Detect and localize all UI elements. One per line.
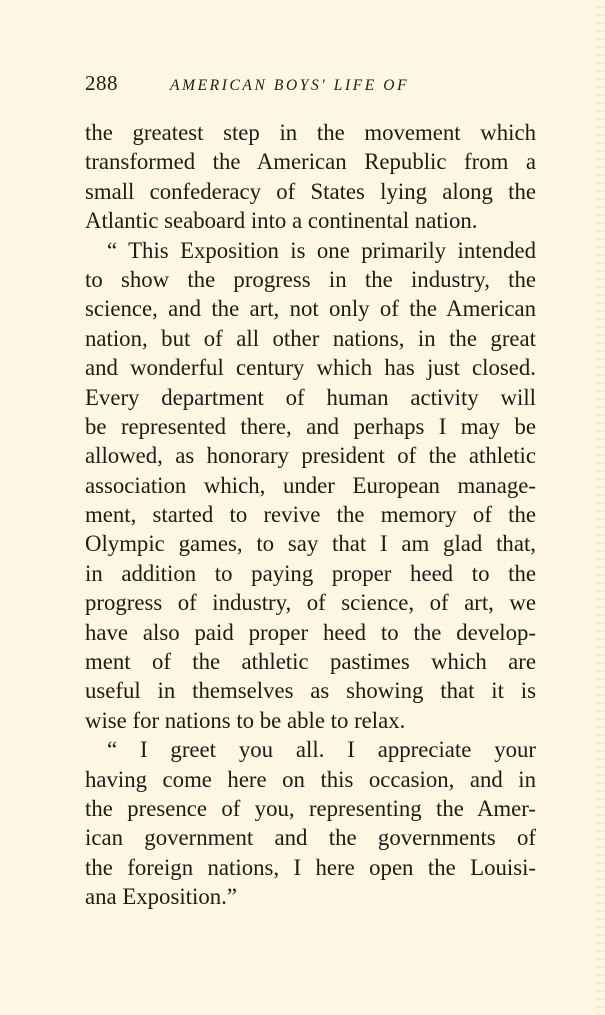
page-edge bbox=[598, 0, 605, 1015]
text-line: allowed, as honorary president of the athletic bbox=[85, 443, 536, 469]
text-line: nation, but of all other nations, in the great bbox=[85, 325, 536, 351]
text-line: useful in themselves as showing that it is bbox=[85, 678, 536, 704]
text-line: have also paid proper heed to the develop- bbox=[85, 619, 536, 645]
text-line: having come here on this occasion, and in bbox=[85, 766, 536, 792]
text-line: Atlantic seaboard into a continental nation. bbox=[85, 208, 478, 234]
text-line: Every department of human activity will bbox=[85, 384, 536, 410]
text-line: Olympic games, to say that I am glad that, bbox=[85, 531, 536, 557]
text-line: ment of the athletic pastimes which are bbox=[85, 649, 536, 675]
text-line: in addition to paying proper heed to the bbox=[85, 560, 536, 586]
text-line: “ This Exposition is one primarily intended bbox=[107, 237, 536, 263]
text-line: and wonderful century which has just closed. bbox=[85, 355, 536, 381]
body-text bbox=[85, 118, 536, 912]
text-line: the presence of you, representing the Amer- bbox=[85, 795, 536, 821]
text-line: to show the progress in the industry, the bbox=[85, 266, 536, 292]
running-title: AMERICAN BOYS' LIFE OF bbox=[170, 77, 410, 94]
text-line: wise for nations to be able to relax. bbox=[85, 707, 406, 733]
page-number: 288 bbox=[85, 71, 118, 95]
text-line: the greatest step in the movement which bbox=[85, 120, 536, 145]
text-line: science, and the art, not only of the American bbox=[85, 296, 536, 322]
text-line: the foreign nations, I here open the Louisi- bbox=[85, 854, 536, 880]
text-line: ment, started to revive the memory of the bbox=[85, 502, 536, 528]
text-line: ana Exposition.” bbox=[85, 884, 237, 910]
running-head bbox=[85, 71, 545, 101]
text-line: be represented there, and perhaps I may be bbox=[85, 413, 536, 439]
text-line: transformed the American Republic from a bbox=[85, 149, 536, 175]
text-line: ican government and the governments of bbox=[85, 825, 536, 851]
text-line: association which, under European manage- bbox=[85, 472, 536, 498]
text-line: small confederacy of States lying along the bbox=[85, 178, 536, 204]
text-line: “ I greet you all. I appreciate your bbox=[107, 737, 536, 763]
text-line: progress of industry, of science, of art, we bbox=[85, 590, 536, 616]
